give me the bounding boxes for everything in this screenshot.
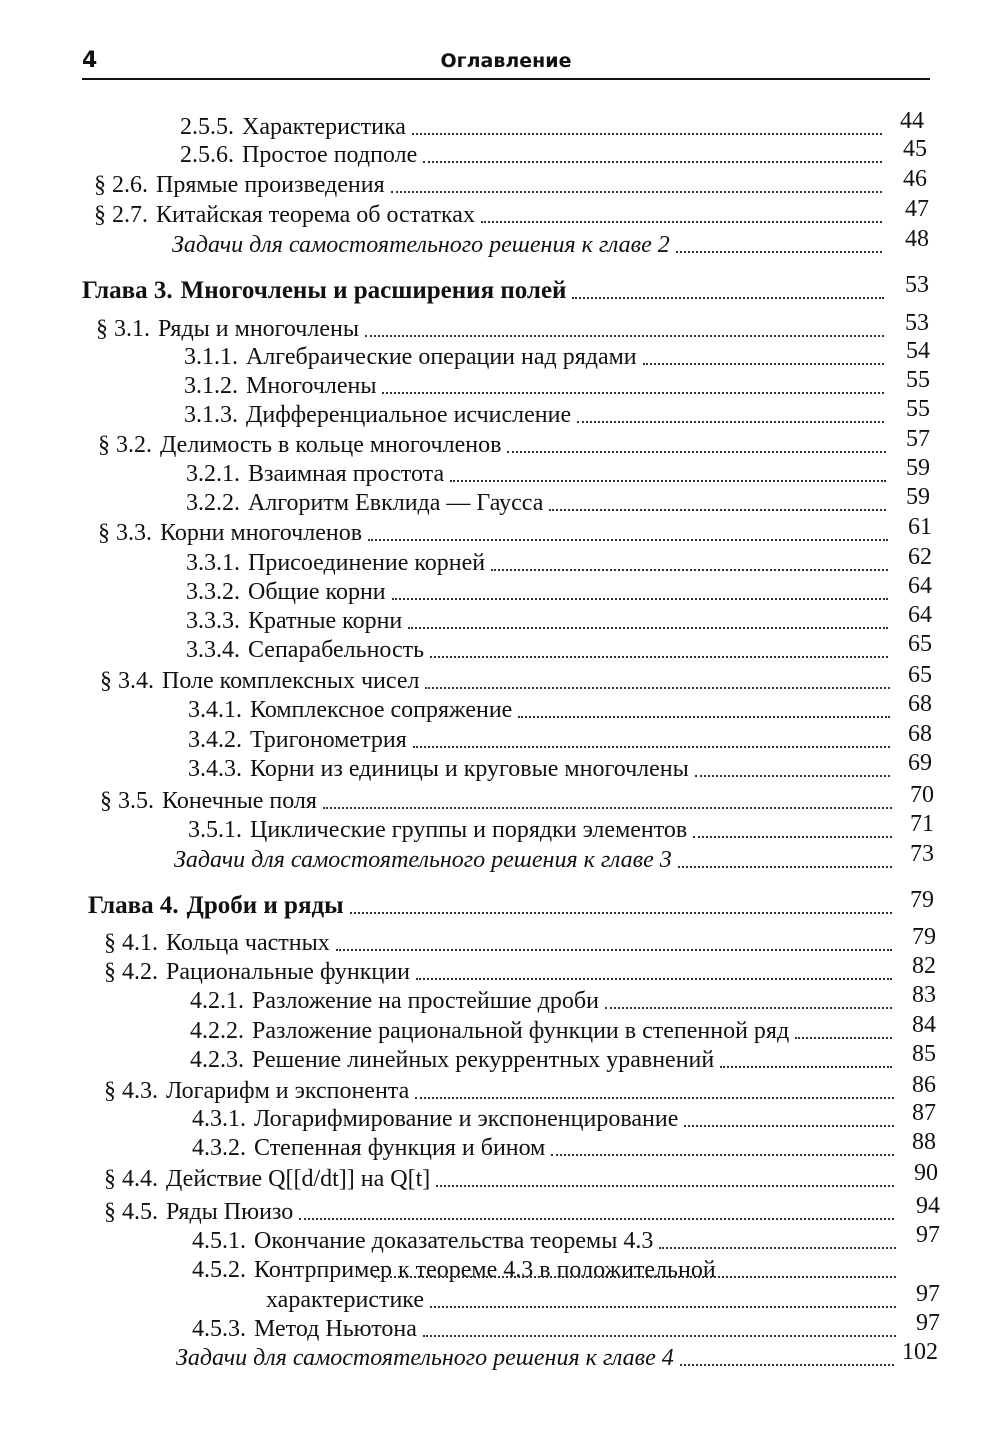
toc-number: 3.2.1. [186, 461, 240, 487]
dot-leader [423, 160, 882, 163]
toc-page-number: 65 [908, 662, 932, 688]
toc-number: 3.4.1. [188, 697, 242, 723]
toc-entry [266, 1285, 902, 1315]
toc-entry [192, 1255, 902, 1285]
toc-entry [100, 786, 898, 816]
toc-page-number: 61 [908, 514, 932, 540]
dot-leader [680, 1363, 894, 1366]
toc-entry [192, 1104, 900, 1134]
toc-entry [104, 957, 898, 987]
toc-entry [186, 488, 892, 518]
toc-number: Глава 3. [82, 277, 173, 304]
dot-leader [491, 568, 888, 571]
toc-title: Логарифм и экспонента [166, 1078, 410, 1104]
dot-leader [507, 450, 886, 453]
toc-page-number: 85 [912, 1041, 936, 1067]
toc-entry [94, 200, 888, 230]
dot-leader [643, 362, 884, 365]
toc-page-number: 65 [908, 631, 932, 657]
toc-number: 2.5.5. [180, 114, 234, 140]
toc-title: Метод Ньютона [254, 1316, 417, 1342]
toc-entry [188, 754, 896, 784]
dot-leader [549, 508, 886, 511]
toc-number: 4.3.2. [192, 1135, 246, 1161]
toc-page-number: 87 [912, 1100, 936, 1126]
toc-title: Комплексное сопряжение [250, 697, 513, 723]
toc-title: Прямые произведения [156, 172, 385, 198]
toc-number: § 4.3. [104, 1078, 158, 1104]
toc-title: Логарифмирование и экспоненцирование [254, 1106, 679, 1132]
dot-leader [391, 190, 882, 193]
dot-leader [676, 250, 882, 253]
dot-leader [605, 1006, 892, 1009]
toc-title: Взаимная простота [248, 461, 445, 487]
toc-page-number: 44 [900, 108, 924, 134]
page-number: 4 [82, 48, 98, 73]
toc-page-number: 84 [912, 1012, 936, 1038]
toc-entry [104, 928, 898, 958]
toc-page-number: 68 [908, 721, 932, 747]
toc-title: Ряды и многочлены [158, 316, 359, 342]
toc-number: § 4.1. [104, 930, 158, 956]
toc-entry [94, 170, 888, 200]
toc-entry [190, 1016, 898, 1046]
dot-leader [430, 1305, 896, 1308]
dot-leader [436, 1184, 894, 1187]
toc-entry [186, 577, 894, 607]
toc-page-number: 88 [912, 1129, 936, 1155]
dot-leader [374, 1275, 896, 1278]
dot-leader [323, 806, 892, 809]
toc-title: Многочлены [246, 373, 377, 399]
toc-title: Тригонометрия [250, 727, 407, 753]
toc-page-number: 68 [908, 691, 932, 717]
toc-page-number: 59 [906, 484, 930, 510]
toc-number: 3.3.4. [186, 637, 240, 663]
toc-title: Корни из единицы и круговые многочлены [250, 756, 689, 782]
toc-entry [186, 606, 894, 636]
toc-title: Корни многочленов [160, 520, 363, 546]
toc-number: § 3.4. [100, 668, 154, 694]
dot-leader [350, 911, 892, 914]
toc-page-number: 53 [905, 272, 929, 298]
toc-page-number: 55 [906, 367, 930, 393]
toc-entry [186, 635, 894, 665]
toc-number: § 3.2. [98, 432, 152, 458]
toc-entry [186, 459, 892, 489]
toc-number: 3.5.1. [188, 817, 242, 843]
toc-title: Общие корни [248, 579, 386, 605]
toc-page-number: 97 [916, 1281, 940, 1307]
toc-number: Глава 4. [88, 892, 179, 919]
dot-leader [795, 1036, 892, 1039]
toc-title: Циклические группы и порядки элементов [250, 817, 688, 843]
toc-entry [180, 112, 888, 142]
toc-title: Задачи для самостоятельного решения к главе 2 [172, 232, 670, 258]
toc-title: Простое подполе [242, 142, 418, 168]
dot-leader [659, 1246, 896, 1249]
toc-page-number: 73 [910, 841, 934, 867]
toc-number: 3.4.3. [188, 756, 242, 782]
toc-page-number: 71 [910, 811, 934, 837]
toc-number: 3.1.2. [184, 373, 238, 399]
toc-number: 3.2.2. [186, 490, 240, 516]
toc-title: Рациональные функции [166, 959, 410, 985]
dot-leader [684, 1124, 894, 1127]
toc-number: § 4.4. [104, 1166, 158, 1192]
toc-number: § 2.6. [94, 172, 148, 198]
dot-leader [423, 1334, 896, 1337]
dot-leader [413, 745, 890, 748]
dot-leader [365, 334, 884, 337]
toc-number: 4.2.3. [190, 1047, 244, 1073]
dot-leader [425, 686, 890, 689]
toc-entry [184, 342, 890, 372]
running-head: Оглавление [440, 50, 572, 72]
toc-number: 3.4.2. [188, 727, 242, 753]
toc-page-number: 79 [910, 887, 934, 913]
toc-page-number: 64 [908, 602, 932, 628]
toc-chapter [88, 891, 898, 921]
toc-entry [96, 314, 890, 344]
toc-page-number: 64 [908, 573, 932, 599]
toc-number: 4.5.1. [192, 1228, 246, 1254]
toc-number: 3.3.3. [186, 608, 240, 634]
toc-entry [192, 1226, 902, 1256]
toc-entry [186, 548, 894, 578]
dot-leader [678, 865, 892, 868]
toc-number: 3.3.2. [186, 579, 240, 605]
toc-entry [180, 140, 888, 170]
toc-title: Многочлены и расширения полей [180, 277, 567, 304]
toc-entry [192, 1314, 902, 1344]
toc-entry [104, 1164, 900, 1194]
dot-leader [299, 1217, 894, 1220]
dot-leader [392, 597, 888, 600]
toc-entry [188, 695, 896, 725]
toc-page-number: 86 [912, 1072, 936, 1098]
toc-title: Делимость в кольце многочленов [160, 432, 502, 458]
toc-number: § 4.2. [104, 959, 158, 985]
toc-page-number: 82 [912, 953, 936, 979]
toc-page-number: 54 [906, 338, 930, 364]
toc-entry [172, 230, 888, 260]
toc-entry [188, 725, 896, 755]
toc-title: Китайская теорема об остатках [156, 202, 475, 228]
toc-page-number: 69 [908, 750, 932, 776]
toc-page-number: 62 [908, 544, 932, 570]
toc-title: Дифференциальное исчисление [246, 402, 572, 428]
toc-number: § 4.5. [104, 1199, 158, 1225]
toc-title: Алгоритм Евклида — Гаусса [248, 490, 544, 516]
toc-number: § 3.1. [96, 316, 150, 342]
toc-title: Дроби и ряды [186, 892, 344, 919]
toc-page-number: 53 [905, 310, 929, 336]
toc-title: Действие Q[[d/dt]] на Q[t] [166, 1166, 431, 1192]
toc-entry [100, 666, 896, 696]
toc-number: 3.1.3. [184, 402, 238, 428]
dot-leader [577, 420, 884, 423]
toc-title: Кратные корни [248, 608, 403, 634]
toc-title: Присоединение корней [248, 550, 486, 576]
toc-page-number: 97 [916, 1310, 940, 1336]
toc-number: § 2.7. [94, 202, 148, 228]
toc-title: Разложение на простейшие дроби [252, 988, 599, 1014]
toc-title: Решение линейных рекуррентных уравнений [252, 1047, 715, 1073]
toc-page-number: 55 [906, 396, 930, 422]
toc-page-number: 45 [903, 136, 927, 162]
toc-title: Алгебраические операции над рядами [246, 344, 637, 370]
toc-entry [192, 1133, 900, 1163]
toc-page-number: 46 [903, 166, 927, 192]
toc-title: Сепарабельность [248, 637, 425, 663]
toc-number: 4.3.1. [192, 1106, 246, 1132]
toc-title: Ряды Пюизо [166, 1199, 294, 1225]
toc-page-number: 97 [916, 1222, 940, 1248]
toc-number: 3.1.1. [184, 344, 238, 370]
toc-entry [104, 1197, 900, 1227]
dot-leader [408, 626, 888, 629]
dot-leader [695, 774, 890, 777]
toc-entry [190, 1045, 898, 1075]
dot-leader [450, 479, 886, 482]
toc-entry [188, 815, 898, 845]
toc-page-number: 48 [905, 226, 929, 252]
dot-leader [481, 220, 882, 223]
toc-title: Поле комплексных чисел [162, 668, 420, 694]
toc-number: § 3.5. [100, 788, 154, 814]
toc-number: 3.3.1. [186, 550, 240, 576]
toc-entry [184, 371, 890, 401]
toc-title: Конечные поля [162, 788, 317, 814]
toc-title: Задачи для самостоятельного решения к главе 4 [176, 1345, 674, 1371]
toc-entry [104, 1076, 900, 1106]
dot-leader [551, 1153, 894, 1156]
toc-page-number: 70 [910, 782, 934, 808]
toc-page-number: 57 [906, 426, 930, 452]
dot-leader [415, 1096, 894, 1099]
toc-number: 4.5.2. [192, 1257, 246, 1283]
toc-title: Характеристика [242, 114, 406, 140]
toc-page-number: 90 [914, 1160, 938, 1186]
toc-entry [176, 1343, 900, 1373]
toc-title: характеристике [266, 1287, 425, 1313]
toc-title: Контрпример к теореме 4.3 в положительной [254, 1257, 716, 1283]
toc-chapter [82, 276, 890, 306]
toc-number: 4.2.1. [190, 988, 244, 1014]
dot-leader [572, 296, 884, 299]
toc-number: § 3.3. [98, 520, 152, 546]
toc-title: Кольца частных [166, 930, 330, 956]
toc-page-number: 83 [912, 982, 936, 1008]
dot-leader [518, 715, 890, 718]
toc-page-number: 79 [912, 924, 936, 950]
dot-leader [416, 977, 892, 980]
toc-entry [190, 986, 898, 1016]
toc-page-number: 102 [902, 1339, 938, 1365]
toc-number: 4.5.3. [192, 1316, 246, 1342]
toc-entry [184, 400, 890, 430]
toc-number: 2.5.6. [180, 142, 234, 168]
toc-page-number: 94 [916, 1193, 940, 1219]
toc-page-number: 47 [905, 196, 929, 222]
dot-leader [693, 835, 892, 838]
dot-leader [720, 1065, 892, 1068]
dot-leader [368, 538, 888, 541]
toc-title: Задачи для самостоятельного решения к главе 3 [174, 847, 672, 873]
toc-title: Окончание доказательства теоремы 4.3 [254, 1228, 654, 1254]
dot-leader [412, 132, 882, 135]
toc-title: Разложение рациональной функции в степенной ряд [252, 1018, 790, 1044]
toc-entry [174, 845, 898, 875]
toc-entry [98, 518, 894, 548]
toc-number: 4.2.2. [190, 1018, 244, 1044]
dot-leader [430, 655, 888, 658]
toc-entry [98, 430, 892, 460]
toc-title: Степенная функция и бином [254, 1135, 546, 1161]
dot-leader [336, 948, 892, 951]
toc-page-number: 59 [906, 455, 930, 481]
dot-leader [382, 391, 884, 394]
